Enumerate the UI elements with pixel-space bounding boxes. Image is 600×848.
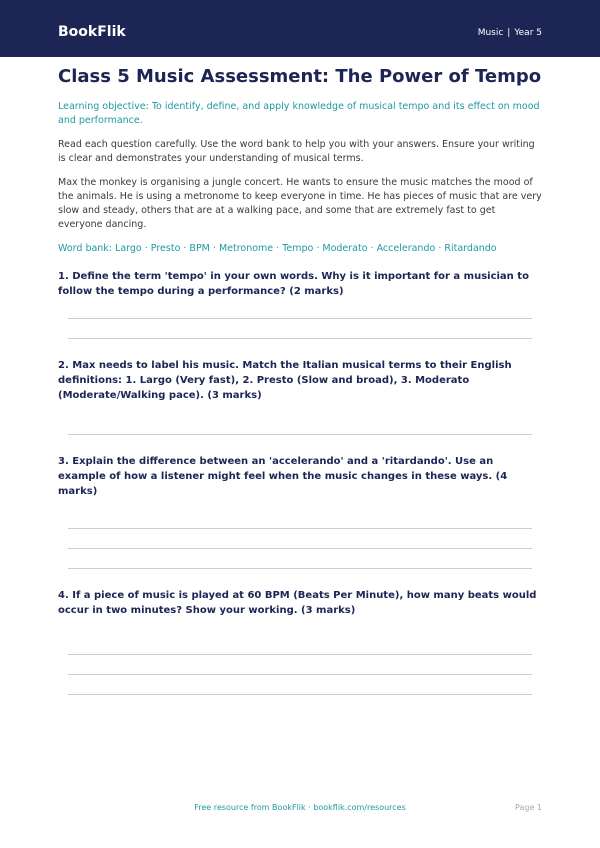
answer-line[interactable] <box>68 434 532 435</box>
footer-resource-link[interactable]: Free resource from BookFlik · bookflik.com/resources <box>194 803 406 812</box>
question-block-2 <box>58 358 542 435</box>
answer-line[interactable] <box>68 568 532 569</box>
subject-label: Music <box>477 28 504 38</box>
worksheet-content <box>58 66 542 695</box>
learning-objective: Learning objective: To identify, define, and apply knowledge of musical tempo and its effect on mood and performance. <box>58 101 540 126</box>
answer-area-3[interactable] <box>58 528 542 569</box>
answer-area-1[interactable] <box>58 318 542 339</box>
header-separator: | <box>507 28 511 38</box>
question-2: 2. Max needs to label his music. Match the Italian musical terms to their English definitions: 1. Largo (Very fast), 2. Presto (Slow and broad), 3. Moderato (Moderate/Walking pace). (3 marks) <box>58 360 512 401</box>
answer-line[interactable] <box>68 338 532 339</box>
word-bank: Word bank: Largo · Presto · BPM · Metronome · Tempo · Moderato · Accelerando · Ritardando <box>58 243 497 254</box>
header-meta <box>478 26 542 40</box>
header-bar <box>0 0 600 57</box>
instructions-text: Read each question carefully. Use the word bank to help you with your answers. Ensure your writing is clear and demonstrates your understanding of musical terms. <box>58 139 535 164</box>
answer-line[interactable] <box>68 528 532 529</box>
answer-line[interactable] <box>68 654 532 655</box>
question-block-3 <box>58 454 542 569</box>
question-4: 4. If a piece of music is played at 60 BPM (Beats Per Minute), how many beats would occur in two minutes? Show your working. (3 marks) <box>58 590 537 616</box>
answer-line[interactable] <box>68 674 532 675</box>
scenario-text: Max the monkey is organising a jungle concert. He wants to ensure the music matches the mood of the animals. He is using a metronome to keep everyone in time. He has pieces of music that are very slow and steady, others that are at a walking pace, and some that are extremely fast to get everyone dancing. <box>58 177 542 230</box>
answer-line[interactable] <box>68 548 532 549</box>
year-label: Year 5 <box>514 28 542 38</box>
answer-area-2[interactable] <box>58 434 542 435</box>
page-number: Page 1 <box>515 803 542 812</box>
question-block-1 <box>58 269 542 339</box>
question-block-4 <box>58 588 542 695</box>
page-title: Class 5 Music Assessment: The Power of Tempo <box>58 66 542 87</box>
question-3: 3. Explain the difference between an 'accelerando' and a 'ritardando'. Use an example of how a listener might feel when the music changes in these ways. (4 marks) <box>58 456 508 497</box>
question-1: 1. Define the term 'tempo' in your own words. Why is it important for a musician to follow the tempo during a performance? (2 marks) <box>58 271 529 297</box>
answer-line[interactable] <box>68 694 532 695</box>
answer-area-4[interactable] <box>58 654 542 695</box>
answer-line[interactable] <box>68 318 532 319</box>
brand-logo[interactable]: BookFlik <box>58 24 126 40</box>
